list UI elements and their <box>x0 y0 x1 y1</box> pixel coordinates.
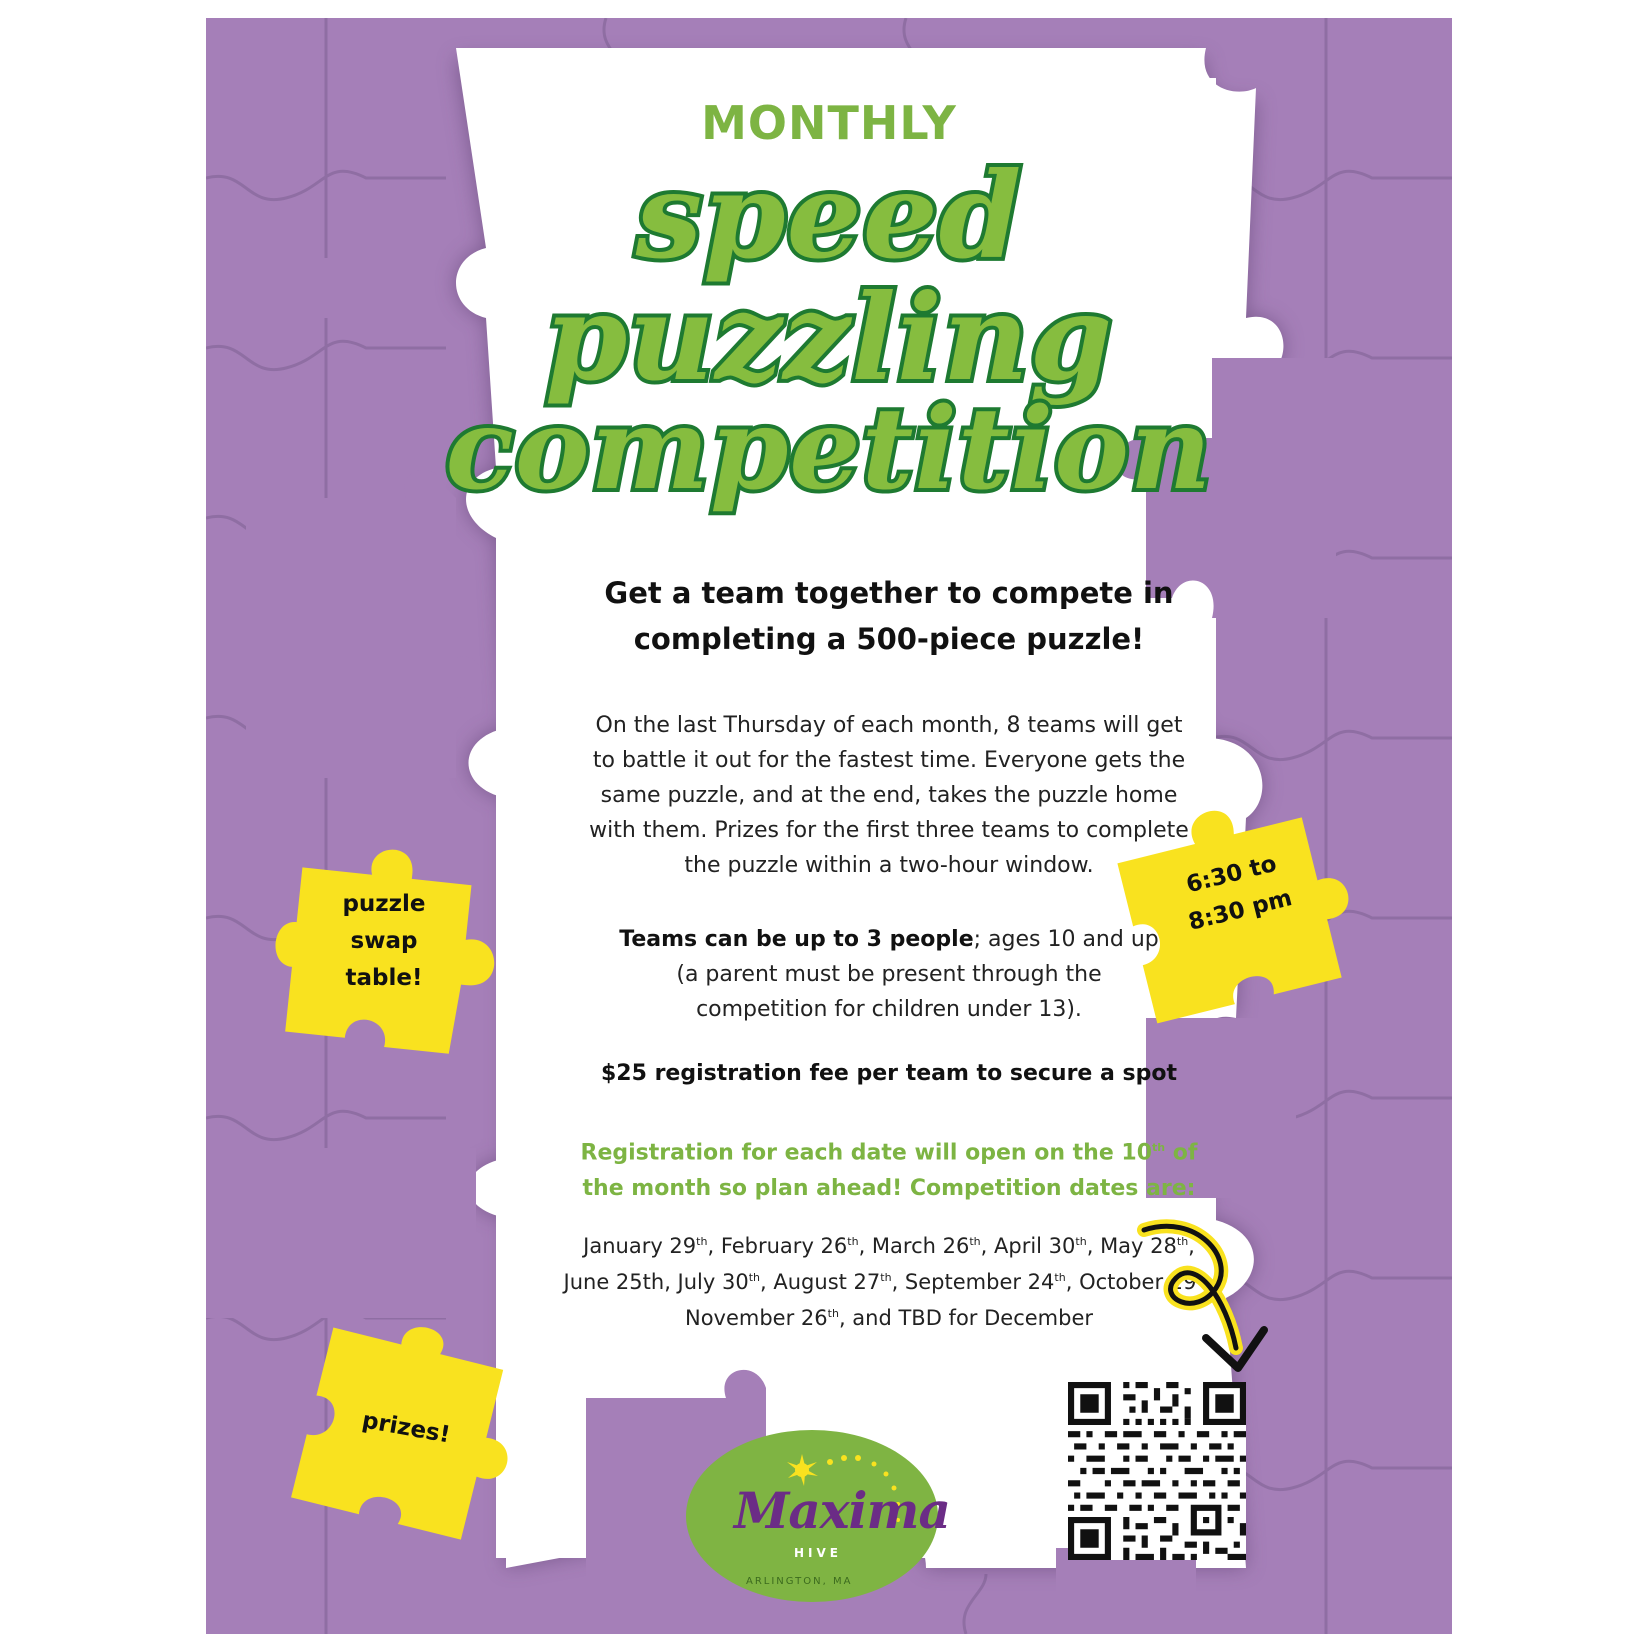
date: November 26 <box>684 1306 828 1330</box>
dates-line-2: June 25th, July 30th, August 27th, September 24th, October 29th, <box>563 1270 1215 1294</box>
headline <box>206 570 1452 662</box>
headline-line-2: completing a 500-piece puzzle! <box>633 622 1145 656</box>
ordinal-suffix: th <box>1152 1141 1166 1154</box>
ordinal-suffix: th <box>1054 1271 1066 1284</box>
ordinal-suffix: th <box>1176 1235 1189 1248</box>
headline-line-1: Get a team together to compete in <box>604 576 1174 610</box>
dates-line-1: January 29th, February 26th, March 26th, April 30th, May 28th, <box>583 1234 1195 1258</box>
date: February 26 <box>720 1234 848 1258</box>
sticker-swap-table <box>324 886 444 997</box>
ordinal-suffix: th <box>847 1235 859 1248</box>
qr-code-icon <box>1068 1382 1246 1560</box>
title-line-competition: competition <box>445 384 1213 515</box>
description-line: On the last Thursday of each month, 8 teams will get <box>595 713 1183 738</box>
date: September 24 <box>904 1270 1055 1294</box>
sticker-text: puzzle <box>342 891 426 917</box>
registration-note <box>206 1130 1452 1207</box>
registration-text: Registration for each date will open on the 10 <box>580 1140 1153 1166</box>
registration-line-2: the month so plan ahead! Competition dates are: <box>582 1176 1196 1202</box>
teams-size: Teams can be up to 3 people <box>619 927 974 952</box>
teams-line-3: competition for children under 13). <box>696 997 1082 1022</box>
title-line-speed: speed <box>635 146 1023 285</box>
curly-arrow-icon <box>1136 1218 1286 1398</box>
date: August 27 <box>773 1270 881 1294</box>
registration-text: of <box>1165 1140 1198 1166</box>
poster <box>206 18 1452 1634</box>
ordinal-suffix: th <box>1196 1271 1208 1284</box>
sticker-prizes: prizes! <box>360 1407 453 1449</box>
sticker-text: 8:30 pm <box>1185 885 1295 936</box>
maxima-hive-logo <box>684 1428 950 1604</box>
description-line: to battle it out for the fastest time. Everyone gets the <box>592 748 1186 773</box>
ordinal-suffix: th <box>827 1307 839 1320</box>
logo-subtitle: HIVE <box>794 1546 842 1560</box>
ordinal-suffix: th <box>696 1235 708 1248</box>
logo-location: ARLINGTON, MA <box>746 1576 853 1587</box>
date: January 29 <box>583 1234 697 1258</box>
description-line: same puzzle, and at the end, takes the puzzle home <box>600 783 1178 808</box>
ordinal-suffix: th <box>969 1235 981 1248</box>
teams-age: ; ages 10 and up <box>973 927 1159 952</box>
logo-wordmark: Maxima <box>734 1481 950 1540</box>
description-line: the puzzle within a two-hour window. <box>684 853 1094 878</box>
sticker-text: table! <box>345 965 423 991</box>
teams-line-2: (a parent must be present through the <box>676 962 1102 987</box>
date: March 26 <box>871 1234 970 1258</box>
registration-fee: $25 registration fee per team to secure a spot <box>601 1061 1177 1086</box>
date: April 30 <box>994 1234 1076 1258</box>
ordinal-suffix: th <box>880 1271 892 1284</box>
date: October 29 <box>1079 1270 1197 1294</box>
date: May 28 <box>1100 1234 1177 1258</box>
kicker-monthly: MONTHLY <box>701 96 957 150</box>
sticker-text: swap <box>350 928 418 954</box>
date: June 25th <box>563 1270 665 1294</box>
dates-tail: , and TBD for December <box>838 1306 1093 1330</box>
ordinal-suffix: th <box>748 1271 761 1284</box>
title-line-puzzling: puzzling <box>544 268 1114 407</box>
date: July 30 <box>677 1270 749 1294</box>
ordinal-suffix: th <box>1075 1235 1087 1248</box>
registration-line-1 <box>266 1130 1452 1171</box>
description-line: with them. Prizes for the first three teams to complete <box>589 818 1189 843</box>
sticker-text: 6:30 to <box>1183 850 1280 899</box>
